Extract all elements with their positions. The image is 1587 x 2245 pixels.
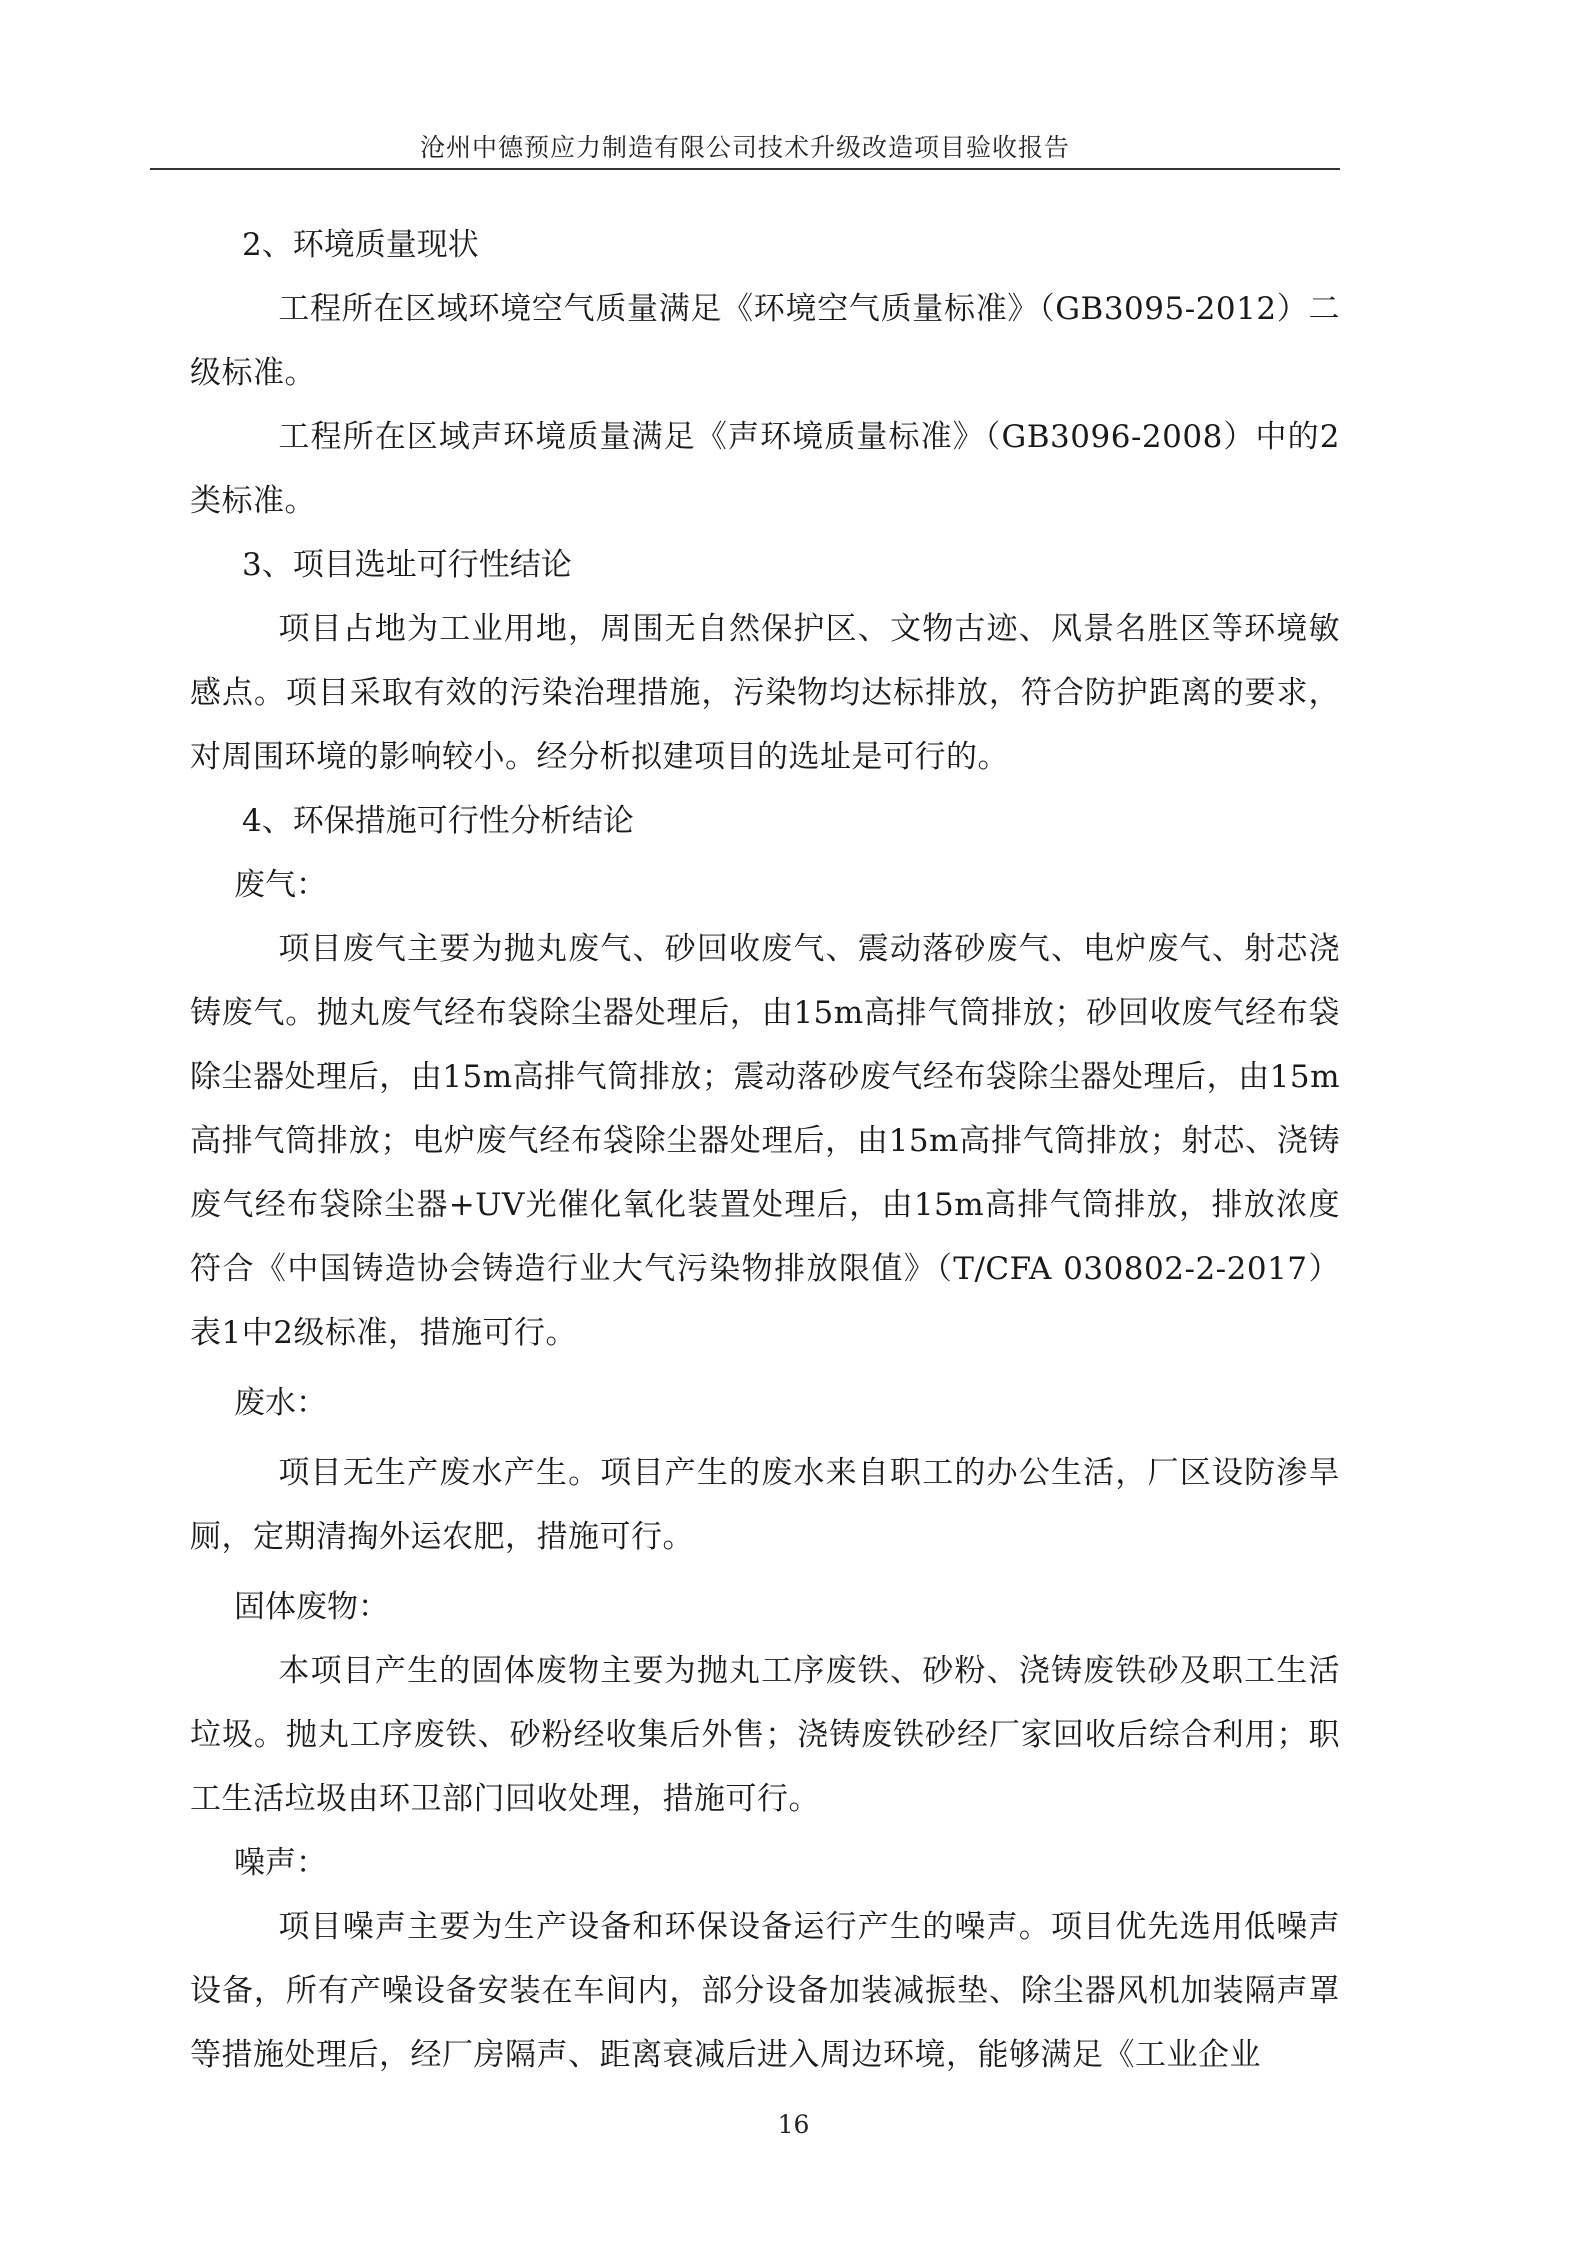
subheading-noise: 噪声： xyxy=(234,1845,327,1881)
section-heading-measures-feasibility: 4、环保措施可行性分析结论 xyxy=(242,803,634,839)
section-heading-environment-quality: 2、环境质量现状 xyxy=(242,227,479,263)
paragraph-acoustic-quality: 工程所在区域声环境质量满足《声环境质量标准》（GB3096-2008）中的2类标准。 xyxy=(190,419,1340,519)
paragraph-waste-water: 项目无生产废水产生。项目产生的废水来自职工的办公生活，厂区设防渗旱厕，定期清掏外运农肥，措施可行。 xyxy=(190,1455,1340,1555)
paragraph-waste-gas: 项目废气主要为抛丸废气、砂回收废气、震动落砂废气、电炉废气、射芯浇铸废气。抛丸废气经布袋除尘器处理后，由15m高排气筒排放；砂回收废气经布袋除尘器处理后，由15m高排气筒排放；震动落砂废气经布袋除尘器处理后，由15m高排气筒排放；电炉废气经布袋除尘器处理后，由15m高排气筒排放；射芯、浇铸废气经布袋除尘器+UV光催化氧化装置处理后，由15m高排气筒排放，排放浓度符合《中国铸造协会铸造行业大气污染物排放限值》（T/CFA 030802-2-2017）表1中2级标准，措施可行。 xyxy=(190,931,1340,1351)
paragraph-air-quality: 工程所在区域环境空气质量满足《环境空气质量标准》（GB3095-2012）二级标准。 xyxy=(190,291,1340,391)
subheading-solid-waste: 固体废物： xyxy=(234,1589,389,1625)
subheading-waste-gas: 废气： xyxy=(234,867,327,903)
page-number: 16 xyxy=(777,2110,810,2139)
paragraph-solid-waste: 本项目产生的固体废物主要为抛丸工序废铁、砂粉、浇铸废铁砂及职工生活垃圾。抛丸工序废铁、砂粉经收集后外售；浇铸废铁砂经厂家回收后综合利用；职工生活垃圾由环卫部门回收处理，措施可行。 xyxy=(190,1653,1340,1817)
section-heading-site-feasibility: 3、项目选址可行性结论 xyxy=(242,547,572,583)
subheading-waste-water: 废水： xyxy=(234,1385,327,1421)
running-header: 沧州中德预应力制造有限公司技术升级改造项目验收报告 xyxy=(419,133,1070,162)
paragraph-site-feasibility: 项目占地为工业用地，周围无自然保护区、文物古迹、风景名胜区等环境敏感点。项目采取有效的污染治理措施，污染物均达标排放，符合防护距离的要求，对周围环境的影响较小。经分析拟建项目的选址是可行的。 xyxy=(190,611,1340,775)
paragraph-noise: 项目噪声主要为生产设备和环保设备运行产生的噪声。项目优先选用低噪声设备，所有产噪设备安装在车间内，部分设备加装减振垫、除尘器风机加装隔声罩等措施处理后，经厂房隔声、距离衰减后进入周边环境，能够满足《工业企业 xyxy=(190,1909,1340,2073)
header-rule xyxy=(150,168,1340,170)
document-body xyxy=(190,213,1340,2087)
